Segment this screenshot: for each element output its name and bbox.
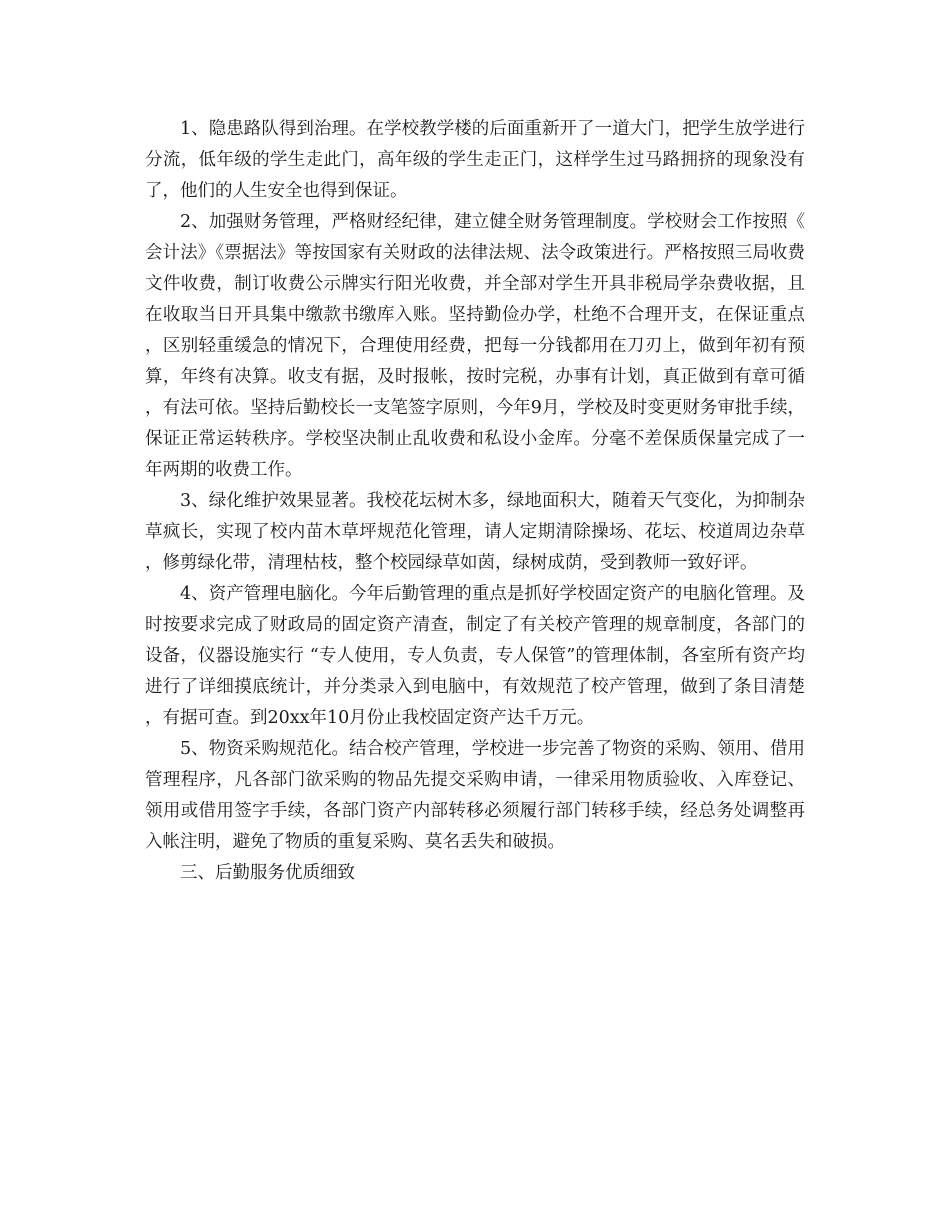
paragraph-financial-management: 2、加强财务管理，严格财经纪律，建立健全财务管理制度。学校财会工作按照《会计法》《票据法》等按国家有关财政的法律法规、法令政策进行。严格按照三局收费文件收费，制订收费公示牌实行阳光收费，并全部对学生开具非税局学杂费收据，且在收取当日开具集中缴款书缴库入账。坚持勤俭办学，杜绝不合理开支，在保证重点，区别轻重缓急的情况下，合理使用经费，把每一分钱都用在刀刃上，做到年初有预算，年终有决算。收支有据，及时报帐，按时完税，办事有计划，真正做到有章可循，有法可依。坚持后勤校长一支笔签字原则，今年9月，学校及时变更财务审批手续，保证正常运转秩序。学校坚决制止乱收费和私设小金库。分毫不差保质保量完成了一年两期的收费工作。 (145, 212, 805, 480)
section-heading-logistics-service: 三、后勤服务优质细致 (180, 863, 355, 883)
paragraph-greening: 3、绿化维护效果显著。我校花坛树木多，绿地面积大，随着天气变化，为抑制杂草疯长，实现了校内苗木草坪规范化管理，请人定期清除操场、花坛、校道周边杂草，修剪绿化带，清理枯枝，整个校园绿草如茵，绿树成荫，受到教师一致好评。 (145, 491, 805, 573)
paragraph-procurement: 5、物资采购规范化。结合校产管理，学校进一步完善了物资的采购、领用、借用管理程序，凡各部门欲采购的物品先提交采购申请，一律采用物质验收、入库登记、领用或借用签字手续，各部门资产内部转移必须履行部门转移手续，经总务处调整再入帐注明，避免了物质的重复采购、莫名丢失和破损。 (145, 739, 805, 852)
document-page (145, 114, 805, 889)
paragraph-road-safety: 1、隐患路队得到治理。在学校教学楼的后面重新开了一道大门，把学生放学进行分流，低年级的学生走此门，高年级的学生走正门，这样学生过马路拥挤的现象没有了，他们的人生安全也得到保证。 (145, 119, 805, 201)
paragraph-asset-management: 4、资产管理电脑化。今年后勤管理的重点是抓好学校固定资产的电脑化管理。及时按要求完成了财政局的固定资产清查，制定了有关校产管理的规章制度，各部门的设备，仪器设施实行 “专人使用，专人负责，专人保管”的管理体制，各室所有资产均进行了详细摸底统计，并分类录入到电脑中，有效规范了校产管理，做到了条目清楚，有据可查。到20xx年10月份止我校固定资产达千万元。 (145, 584, 805, 728)
